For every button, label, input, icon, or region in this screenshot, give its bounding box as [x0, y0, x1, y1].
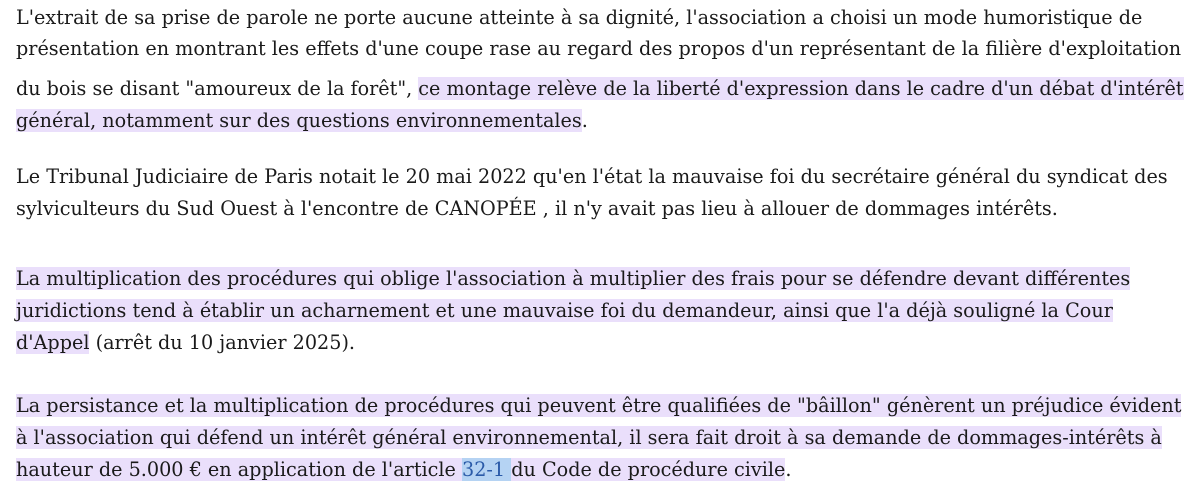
- highlighted-text: juridictions tend à établir un acharnement et une mauvaise foi du demandeur, ainsi que l'a déjà souligné la Cour: [16, 299, 1113, 322]
- text-line: [16, 2, 1142, 34]
- highlighted-text: ce montage relève de la liberté d'expression dans le cadre d'un débat d'intérêt: [418, 77, 1184, 100]
- highlighted-text: à l'association qui défend un intérêt général environnemental, il sera fait droit à sa demande de dommages-intérêts à: [16, 426, 1162, 449]
- text-line: [16, 263, 1130, 295]
- text-line: [16, 33, 1181, 65]
- text-line: [16, 454, 792, 486]
- text-segment: sylviculteurs du Sud Ouest à l'encontre de CANOPÉE , il n'y avait pas lieu à allouer de dommages intérêts.: [16, 197, 1058, 220]
- highlighted-text: hauteur de 5.000 € en application de l'article: [16, 458, 462, 481]
- text-segment: L'extrait de sa prise de parole ne porte aucune atteinte à sa dignité, l'association a choisi un mode humoristique de: [16, 6, 1143, 29]
- text-line: [16, 161, 1168, 193]
- highlighted-text: du Code de procédure civile: [511, 458, 786, 481]
- text-line: [16, 295, 1113, 327]
- text-segment: .: [581, 109, 588, 132]
- text-segment: (arrêt du 10 janvier 2025).: [89, 331, 356, 354]
- text-line: [16, 390, 1181, 422]
- article-reference-link[interactable]: 32-1: [462, 458, 512, 481]
- text-segment: .: [785, 458, 792, 481]
- text-line: [16, 105, 588, 137]
- highlighted-text: général, notamment sur des questions environnementales: [16, 109, 582, 132]
- text-segment: Le Tribunal Judiciaire de Paris notait le 20 mai 2022 qu'en l'état la mauvaise foi du secrétaire général du syndicat des: [16, 165, 1168, 188]
- text-line: [16, 327, 355, 359]
- highlighted-text: La persistance et la multiplication de procédures qui peuvent être qualifiées de "bâillon" génèrent un préjudice évident: [16, 394, 1182, 417]
- text-line: [16, 73, 1184, 105]
- highlighted-text: d'Appel: [16, 331, 90, 354]
- text-line: [16, 422, 1162, 454]
- text-line: [16, 193, 1058, 225]
- text-segment: du bois se disant "amoureux de la forêt",: [16, 77, 419, 100]
- text-segment: présentation en montrant les effets d'une coupe rase au regard des propos d'un représentant de la filière d'exploitation: [16, 37, 1182, 60]
- highlighted-text: La multiplication des procédures qui oblige l'association à multiplier des frais pour se défendre devant différentes: [16, 267, 1131, 290]
